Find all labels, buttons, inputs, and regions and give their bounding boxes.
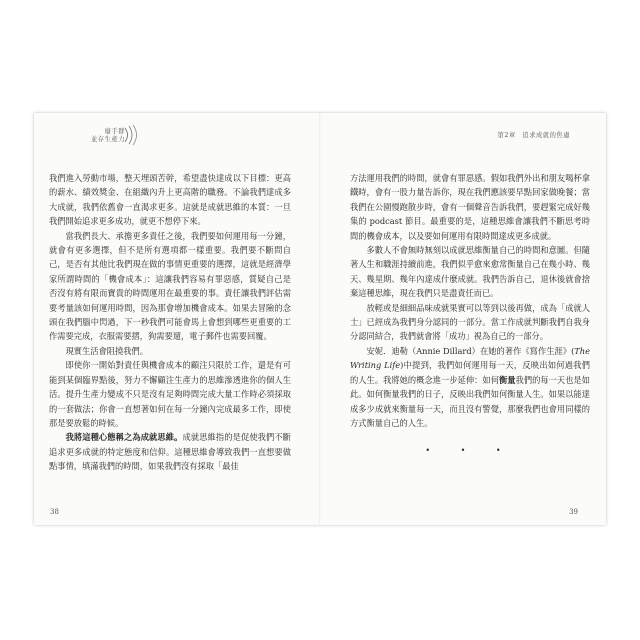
running-header-right: 第2章 追求成就的焦慮 [497,132,570,139]
sound-waves-icon [123,124,141,146]
running-header-left [91,128,125,144]
paragraph-continuation: 成就思維指的是促使我們不斷追求更多成就的特定態度和信仰。這種思維會導致我們一直想要做點事情，填滿我們的時間，如果我們沒有採取「最佳 [49,432,292,472]
paragraph: 我們進入勞動市場，整天埋頭苦幹，希望盡快達成以下目標：更高的薪水、績效獎金、在組織內升上更高階的職務。不論我們達成多大成就，我們依舊會一直渴求更多。這就是成就思維的本質：一旦我們開始追求更多成功，就更不想停下來。 [49,173,291,227]
paragraph: 放輕或是細細品味成就果實可以等到以後再做，成為「成就人士」已經成為我們身分認同的一部分。當工作成就判斷我們自我身分認同結合，我們就會將「成功」視為自己的一部分。 [350,302,590,342]
book-spread [34,113,606,525]
text-run: 安妮．迪勒（Annie Dillard）在她的著作《寫作生涯》( [366,345,575,356]
bold-word: 衡量 [498,374,516,385]
paragraph: 現實生活會阻撓我們。 [65,345,148,356]
page-number-left: 38 [50,508,59,516]
left-page [34,113,320,525]
book-title: The Writing Life [350,345,590,371]
bold-lead-phrase: 我將這種心態稱之為成就思維。 [65,432,183,443]
header-line-2: 並存生產力 [91,136,125,143]
paragraph: 多數人不會無時無刻以成就思維衡量自己的時間和意圖。但隨著人生和職涯持續前進，我們似乎愈來愈常衡量自己在幾小時、幾天、幾星期、幾年內達成什麼成就。我們告訴自己，退休後就會捨棄這種思維，現在我們只是盡責任而已。 [350,245,590,299]
paragraph [49,430,291,473]
paragraph: 方法運用我們的時間，就會有罪惡感。假如我們外出和朋友喝杯拿鐵時，會有一股力量告訴你，現在我們應該要早點回家做晚餐；當我們在公園慢跑散步時，會有一個聲音告訴我們，要趕緊完成好幾集的 podcast 節目。最重要的是，這種思維會讓我們不斷思考時間的機會成本，以及要如何運用有限時間達成更多成就。 [350,173,590,241]
paragraph [350,344,590,430]
page-number-right: 39 [569,508,578,516]
text-run: )中提到，我們如何運用每一天，反映出如何過我們的人生。我將她的概念進一步延伸：如何 [350,360,591,385]
header-line-1: 廢手群 [104,128,125,135]
section-break: • • • [425,446,515,456]
left-body-text [49,171,291,474]
text-run: 我們的每一天也是如此。如何衡量我們的日子，反映出我們如何衡量人生。如果以能達成多少成就來衡量每一天，而且沒有警覺，那麼我們也會用同樣的方式衡量自己的人生。 [350,374,591,428]
right-body-text [350,171,590,459]
right-page [320,113,606,525]
paragraph: 當我們長大、承擔更多責任之後，我們要如何運用每一分鐘，就會有更多選擇，但不是所有選項都一樣重要。我們要不斷問自己，是否有其他比我們現在做的事情更重要的選擇，這就是經濟學家所謂時間的「機會成本」：這讓我們容易有罪惡感，質疑自己是否沒有將有限而寶貴的時間運用在最重要的事。責任讓我們評估需要考量該如何運用時間，因為那會增加機會成本。如果去冒險的念頭在我們腦中閃過，下一秒我們可能會馬上會想到哪些更重要的工作需要完成，衣服需要摺，狗需要遛，電子郵件也需要回覆。 [49,230,291,342]
paragraph: 即使你一開始對責任與機會成本的顧注只限於工作，還是有可能到某個臨界點後，努力不懈顧注生產力的思維滲透進你的個人生活。提升生產力變成不只是沒有足夠時間完成大量工作時必須採取的一套做法；你會一直想著如何在每一分鐘內完成最多工作，即使那是要放鬆的時候。 [49,360,291,428]
